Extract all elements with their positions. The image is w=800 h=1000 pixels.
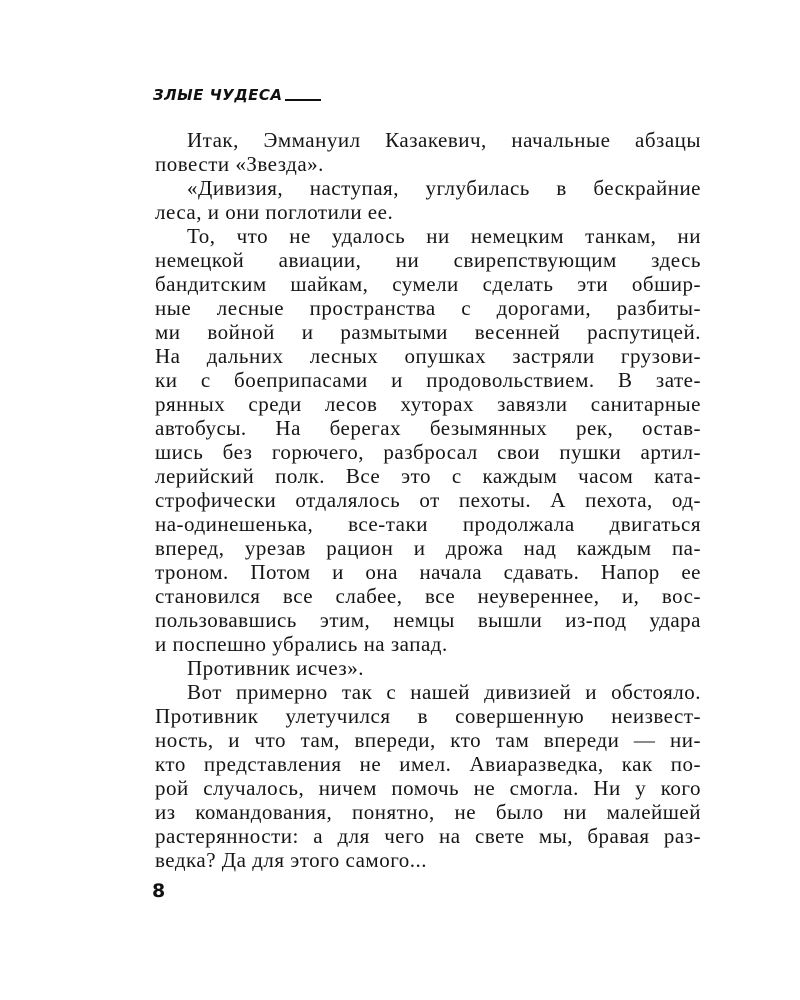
text-line: немецкой авиации, ни свирепствующим здесь xyxy=(155,248,701,272)
text-line: растерянности: а для чего на свете мы, бравая раз- xyxy=(155,824,701,848)
text-line: ведка? Да для этого самого... xyxy=(155,848,428,872)
text-line: повести «Звезда». xyxy=(155,152,324,176)
text-line: леса, и они поглотили ее. xyxy=(155,200,394,224)
text-line: бандитским шайкам, сумели сделать эти обшир- xyxy=(155,272,701,296)
text-line: Противник исчез». xyxy=(187,656,364,680)
text-line: ки с боеприпасами и продовольствием. В зате- xyxy=(155,368,701,392)
text-line: строфически отдалялось от пехоты. А пехота, од- xyxy=(155,488,701,512)
text-line: ные лесные пространства с дорогами, разбиты- xyxy=(155,296,701,320)
text-line: становился все слабее, все неувереннее, и, вос- xyxy=(155,584,701,608)
text-line: автобусы. На берегах безымянных рек, остав- xyxy=(155,416,701,440)
text-line: То, что не удалось ни немецким танкам, ни xyxy=(187,224,701,248)
text-line: Противник улетучился в совершенную неизвест- xyxy=(155,704,701,728)
page-number: 8 xyxy=(152,880,166,902)
text-line: На дальних лесных опушках застряли грузови- xyxy=(155,344,701,368)
text-line: из командования, понятно, не было ни малейшей xyxy=(155,800,701,824)
text-line: Итак, Эммануил Казакевич, начальные абзацы xyxy=(187,128,701,152)
text-line: ность, и что там, впереди, кто там впереди — ни- xyxy=(155,728,701,752)
text-line: ми войной и размытыми весенней распутицей. xyxy=(155,320,701,344)
text-line: на-одинешенька, все-таки продолжала двигаться xyxy=(155,512,701,536)
text-line: троном. Потом и она начала сдавать. Напор ее xyxy=(155,560,701,584)
text-line: вперед, урезав рацион и дрожа над каждым па- xyxy=(155,536,701,560)
running-header xyxy=(153,86,321,104)
text-line: пользовавшись этим, немцы вышли из-под удара xyxy=(155,608,701,632)
running-title: ЗЛЫЕ ЧУДЕСА xyxy=(153,86,283,104)
text-line: кто представления не имел. Авиаразведка, как по- xyxy=(155,752,701,776)
text-line: лерийский полк. Все это с каждым часом ката- xyxy=(155,464,701,488)
text-line: «Дивизия, наступая, углубилась в бескрайние xyxy=(187,176,701,200)
text-line: рянных среди лесов хуторах завязли санитарные xyxy=(155,392,701,416)
text-line: шись без горючего, разбросал свои пушки артил- xyxy=(155,440,701,464)
header-rule xyxy=(285,99,321,101)
text-line: Вот примерно так с нашей дивизией и обстояло. xyxy=(187,680,701,704)
text-line: и поспешно убрались на запад. xyxy=(155,632,448,656)
body-text xyxy=(155,128,701,872)
text-line: рой случалось, ничем помочь не смогла. Ни у кого xyxy=(155,776,701,800)
